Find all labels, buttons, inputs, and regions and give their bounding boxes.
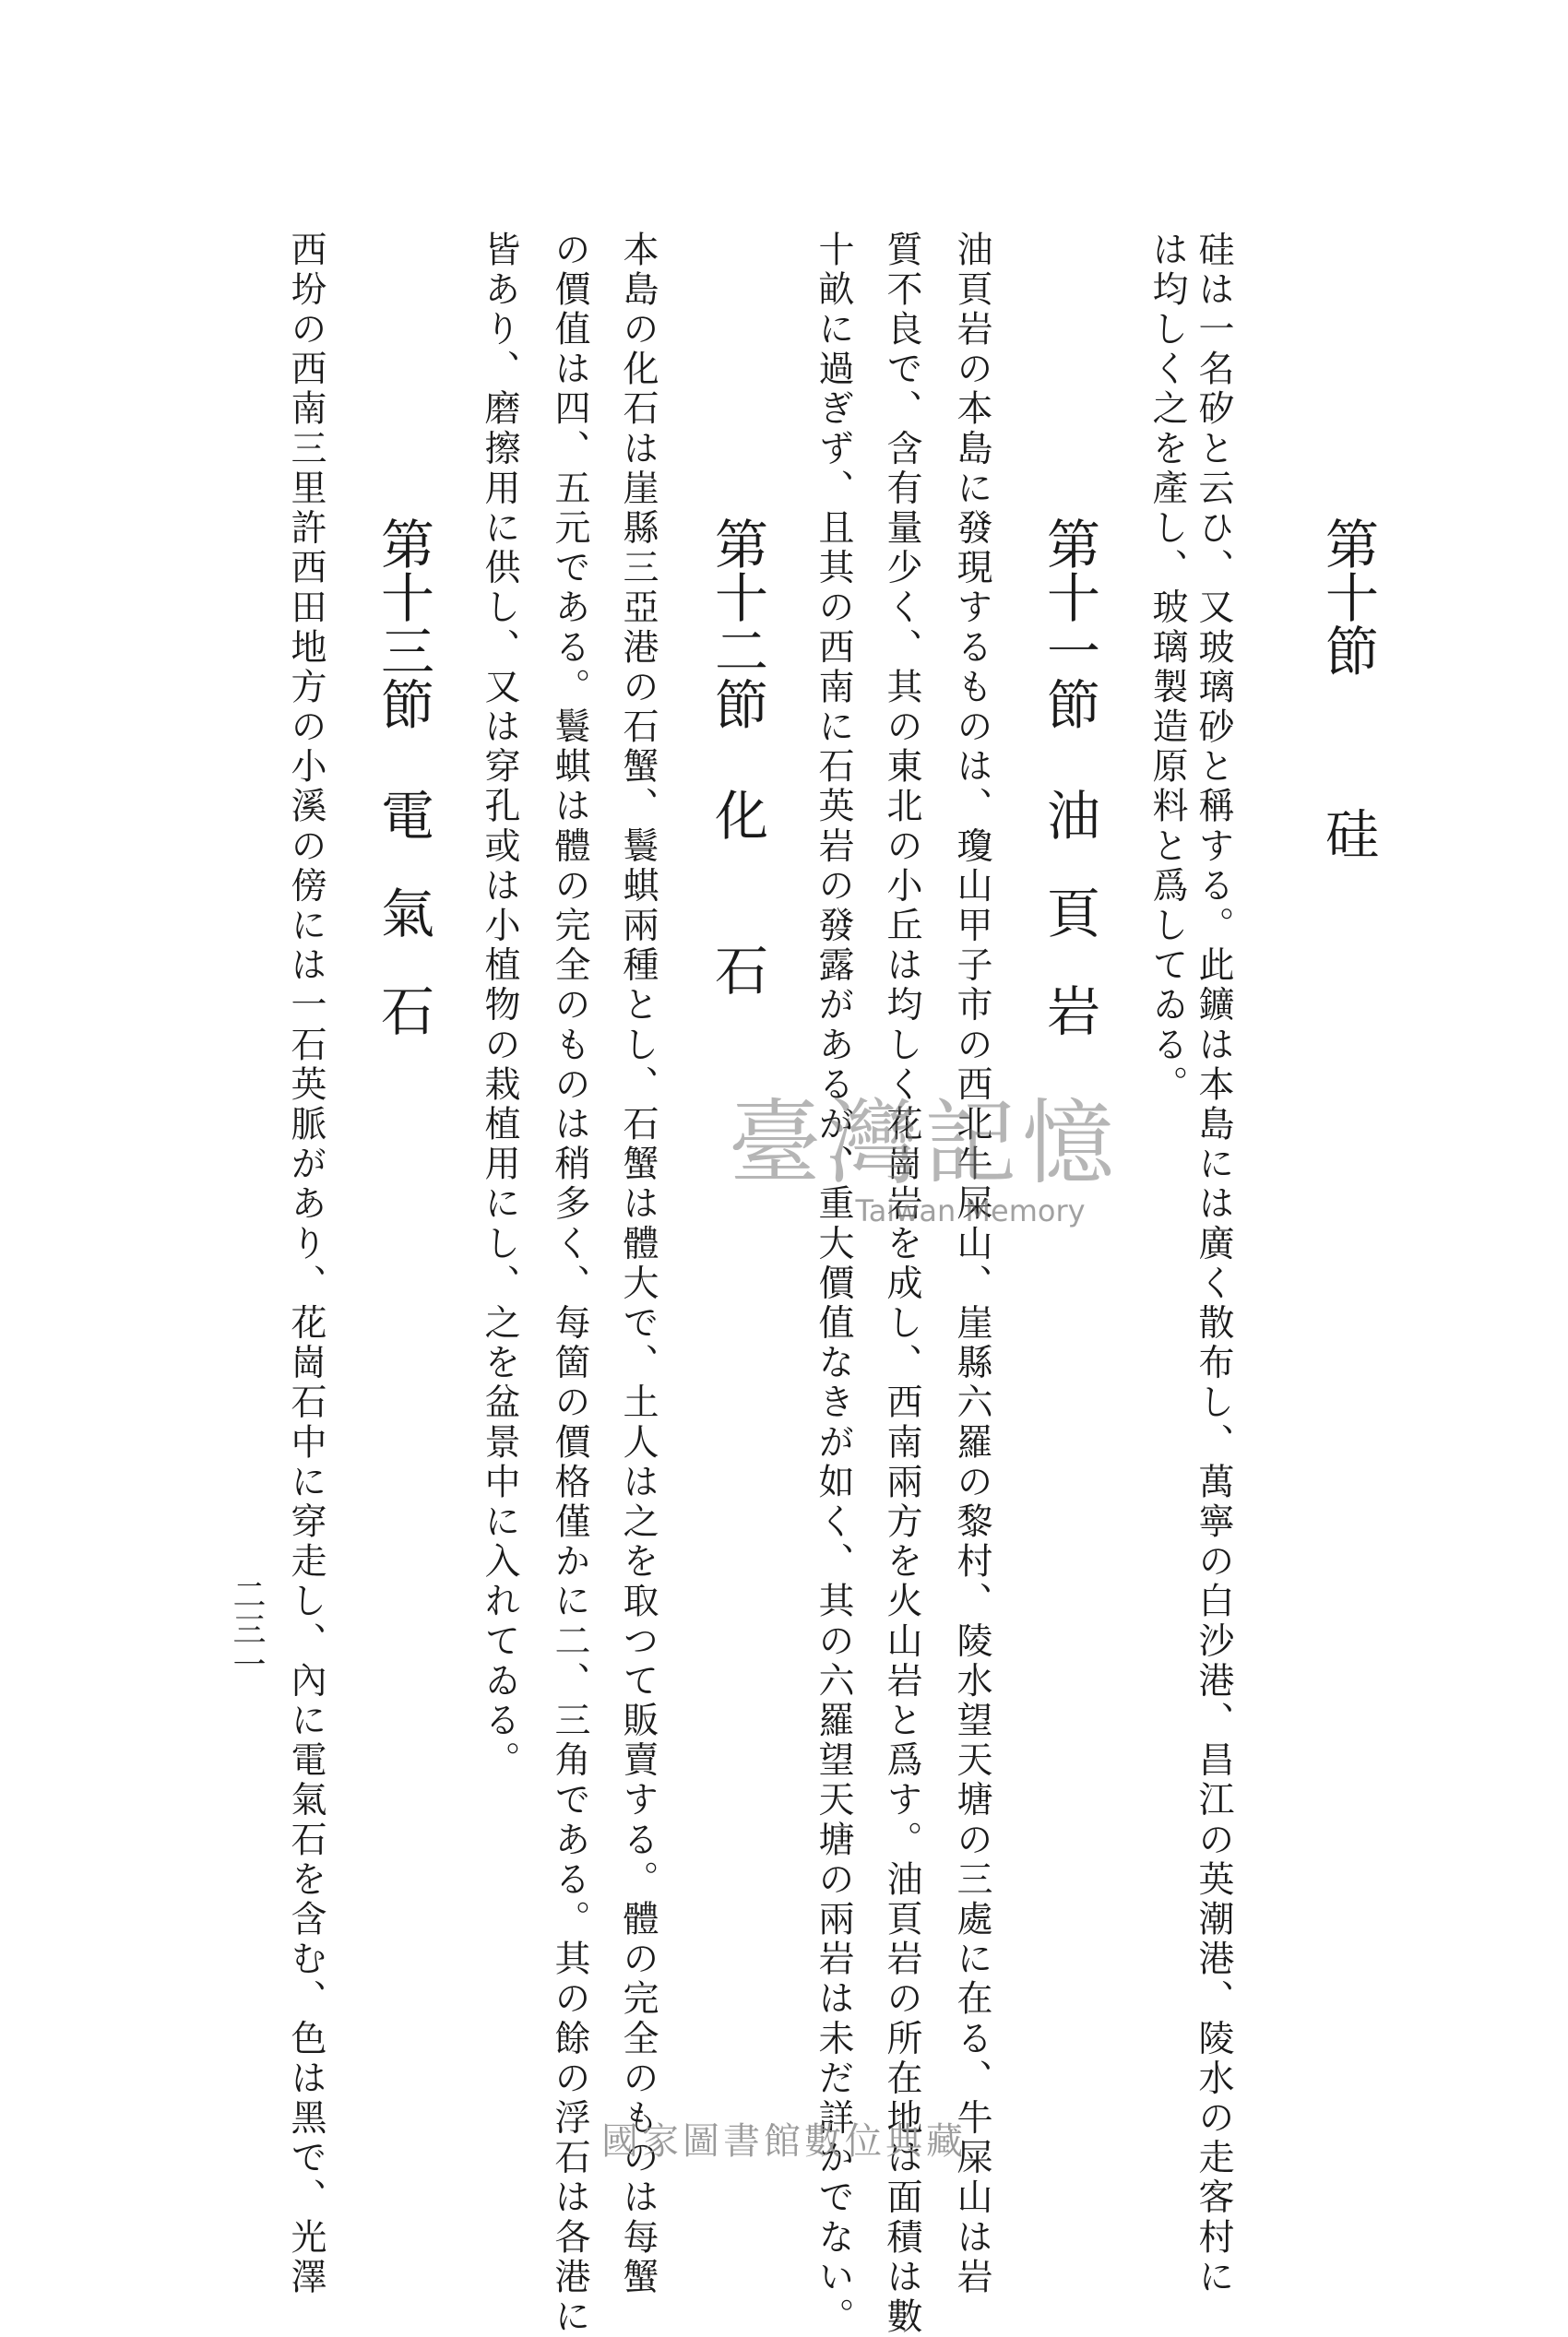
section-title-name: 電氣石 [372, 788, 434, 1081]
footer-archive-label: 國家圖書館數位典藏 [601, 2120, 967, 2163]
section-10-line-2: は均しく之を產し、玻璃製造原料と爲してゐる。 [1146, 231, 1188, 1106]
section-title-name: 硅 [1316, 806, 1379, 860]
section-13-title [372, 516, 434, 1081]
section-11-line-2: 質不良で、含有量少く、其の東北の小丘は均しく花崗岩を成し、西南兩方を火山岩と爲す。油頁岩の所在地は面積は數 [881, 231, 922, 2337]
section-11-title [1038, 516, 1100, 1081]
section-12-line-3: 皆あり、磨擦用に供し、又は穿孔或は小植物の栽植用にし、之を盆景中に入れてゐる。 [479, 231, 520, 1781]
section-11-line-3: 十畝に過ぎず、且其の西南に石英岩の發露があるが、重大價值なきが如く、其の六羅望天塘の兩岩は未だ詳かでない。 [813, 231, 854, 2337]
page-number: 二三一 [228, 1577, 266, 1682]
section-12-line-2: の價值は四、五元である。鬟蜞は體の完全のものは稍多く、每箇の價格僅かに二、三角である。其の餘の浮石は各港に [549, 231, 590, 2337]
section-title-number: 第十二節 [706, 516, 768, 730]
section-title-number: 第十三節 [372, 516, 434, 730]
section-10-title [1316, 516, 1379, 860]
section-title-number: 第十節 [1316, 516, 1379, 677]
section-title-name: 油頁岩 [1038, 788, 1100, 1081]
section-11-line-1: 油頁岩の本島に發現するものは、瓊山甲子市の西北牛屎山、崖縣六羅の黎村、陵水望天塘の三處に在る、牛屎山は岩 [951, 231, 992, 2298]
watermark-english: Taiwan Memory [855, 1193, 1086, 1228]
section-10-line-1: 硅は一名矽と云ひ、又玻璃砂と稱する。此鑛は本島には廣く散布し、萬寧の白沙港、昌江の英潮港、陵水の走客村に [1193, 231, 1234, 2298]
watermark-chinese: 臺灣記憶 [729, 1089, 1120, 1197]
section-title-number: 第十一節 [1038, 516, 1100, 730]
section-title-name: 化石 [706, 788, 768, 1097]
section-12-line-1: 本島の化石は崖縣三亞港の石蟹、鬟蜞兩種とし、石蟹は體大で、土人は之を取つて販賣する。體の完全のものは每蟹 [617, 231, 659, 2298]
watermark [729, 1089, 1120, 1228]
section-12-title [706, 516, 768, 1097]
section-13-line-1: 西坋の西南三里許西田地方の小溪の傍には一石英脈があり、花崗石中に穿走し、內に電氣石を含む、色は黑で、光澤 [285, 231, 327, 2298]
